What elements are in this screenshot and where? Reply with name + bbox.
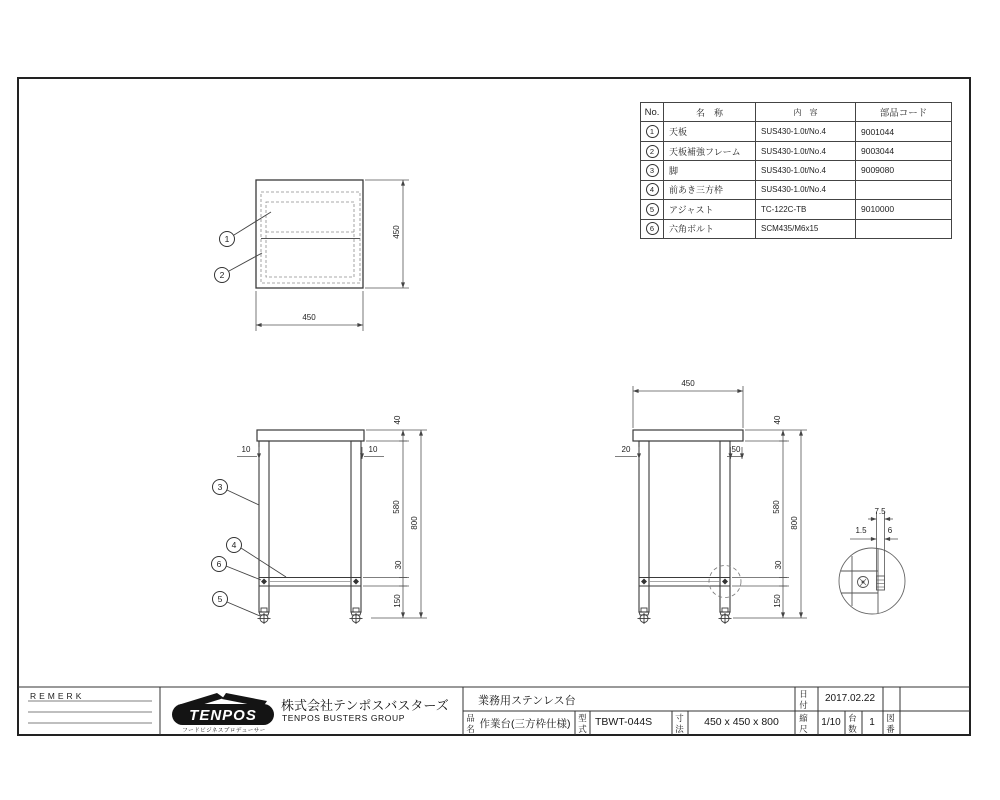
size-value: 450 x 450 x 800 — [704, 716, 779, 728]
callout-balloon-6: 6 — [211, 556, 227, 572]
drawing-number-label: 図番 — [886, 713, 895, 734]
scale-label: 縮尺 — [799, 713, 808, 734]
part-number-badge: 4 — [646, 183, 659, 196]
part-code: 9001044 — [856, 122, 952, 141]
date-label: 日付 — [799, 689, 808, 710]
tenpos-logo — [170, 692, 278, 726]
callout-balloon-3: 3 — [212, 479, 228, 495]
part-spec: TC-122C-TB — [756, 200, 856, 219]
table-row — [641, 141, 952, 160]
quantity-label: 台数 — [848, 713, 857, 734]
company-name-en: TENPOS BUSTERS GROUP — [282, 713, 405, 723]
col-code: 部品コード — [856, 103, 952, 122]
dim-side-total: 800 — [790, 516, 799, 530]
part-code — [856, 180, 952, 199]
table-row — [641, 200, 952, 219]
model-label: 型式 — [578, 713, 587, 734]
dim-front-top: 40 — [393, 415, 402, 425]
table-row — [641, 122, 952, 141]
dim-front-foot: 150 — [393, 594, 402, 608]
date-value: 2017.02.22 — [824, 693, 876, 704]
part-spec: SUS430-1.0t/No.4 — [756, 161, 856, 180]
col-no: No. — [641, 103, 664, 122]
product-name-label: 品名 — [466, 713, 475, 734]
table-row — [641, 180, 952, 199]
drawing-category: 業務用ステンレス台 — [478, 695, 576, 707]
table-row — [641, 219, 952, 238]
dim-front-frame: 30 — [394, 560, 403, 570]
callout-balloon-1: 1 — [219, 231, 235, 247]
dim-detail-width: 7.5 — [874, 507, 886, 516]
remark-label: REMERK — [30, 691, 85, 701]
quantity-value: 1 — [869, 717, 875, 728]
part-spec: SUS430-1.0t/No.4 — [756, 180, 856, 199]
part-number-badge: 5 — [646, 203, 659, 216]
dim-top-view-height: 450 — [392, 225, 401, 239]
top-view — [229, 180, 409, 331]
product-name-value: 作業台(三方枠仕様) — [479, 718, 571, 730]
size-label: 寸法 — [675, 713, 684, 734]
part-code: 9010000 — [856, 200, 952, 219]
callout-balloon-2: 2 — [214, 267, 230, 283]
part-spec: SCM435/M6x15 — [756, 219, 856, 238]
dim-side-top: 40 — [773, 415, 782, 425]
part-name: 脚 — [664, 161, 756, 180]
dim-front-total: 800 — [410, 516, 419, 530]
parts-table-header — [641, 103, 952, 122]
part-name: アジャスト — [664, 200, 756, 219]
dim-side-leg: 580 — [772, 500, 781, 514]
dim-front-leg: 580 — [392, 500, 401, 514]
dim-side-foot: 150 — [773, 594, 782, 608]
logo-tagline: フードビジネスプロデューサー — [182, 728, 266, 734]
scale-value: 1/10 — [821, 717, 841, 728]
col-name: 名 称 — [664, 103, 756, 122]
part-code: 9009080 — [856, 161, 952, 180]
part-name: 天板補強フレーム — [664, 141, 756, 160]
part-number-badge: 6 — [646, 222, 659, 235]
part-number-badge: 3 — [646, 164, 659, 177]
part-spec: SUS430-1.0t/No.4 — [756, 122, 856, 141]
part-name: 天板 — [664, 122, 756, 141]
dim-side-offset-front: 20 — [621, 445, 631, 454]
col-spec: 内 容 — [756, 103, 856, 122]
company-name-ja: 株式会社テンポスバスターズ — [281, 698, 449, 713]
dim-front-offset-left: 10 — [241, 445, 251, 454]
logo-wordmark: TENPOS — [189, 707, 257, 724]
dim-side-width: 450 — [681, 379, 695, 388]
part-number-badge: 2 — [646, 145, 659, 158]
dim-side-frame: 30 — [774, 560, 783, 570]
callout-balloon-5: 5 — [212, 591, 228, 607]
part-number-badge: 1 — [646, 125, 659, 138]
dim-detail-gap: 1.5 — [855, 526, 867, 535]
part-name: 六角ボルト — [664, 219, 756, 238]
part-code — [856, 219, 952, 238]
dim-side-offset-rear: 50 — [731, 445, 741, 454]
parts-table — [640, 102, 952, 239]
model-value: TBWT-044S — [595, 716, 653, 728]
dim-detail-bolt: 6 — [887, 526, 893, 535]
part-name: 前あき三方枠 — [664, 180, 756, 199]
dim-front-offset-right: 10 — [368, 445, 378, 454]
part-code: 9003044 — [856, 141, 952, 160]
callout-balloon-4: 4 — [226, 537, 242, 553]
dim-top-view-width: 450 — [302, 313, 316, 322]
part-spec: SUS430-1.0t/No.4 — [756, 141, 856, 160]
table-row — [641, 161, 952, 180]
